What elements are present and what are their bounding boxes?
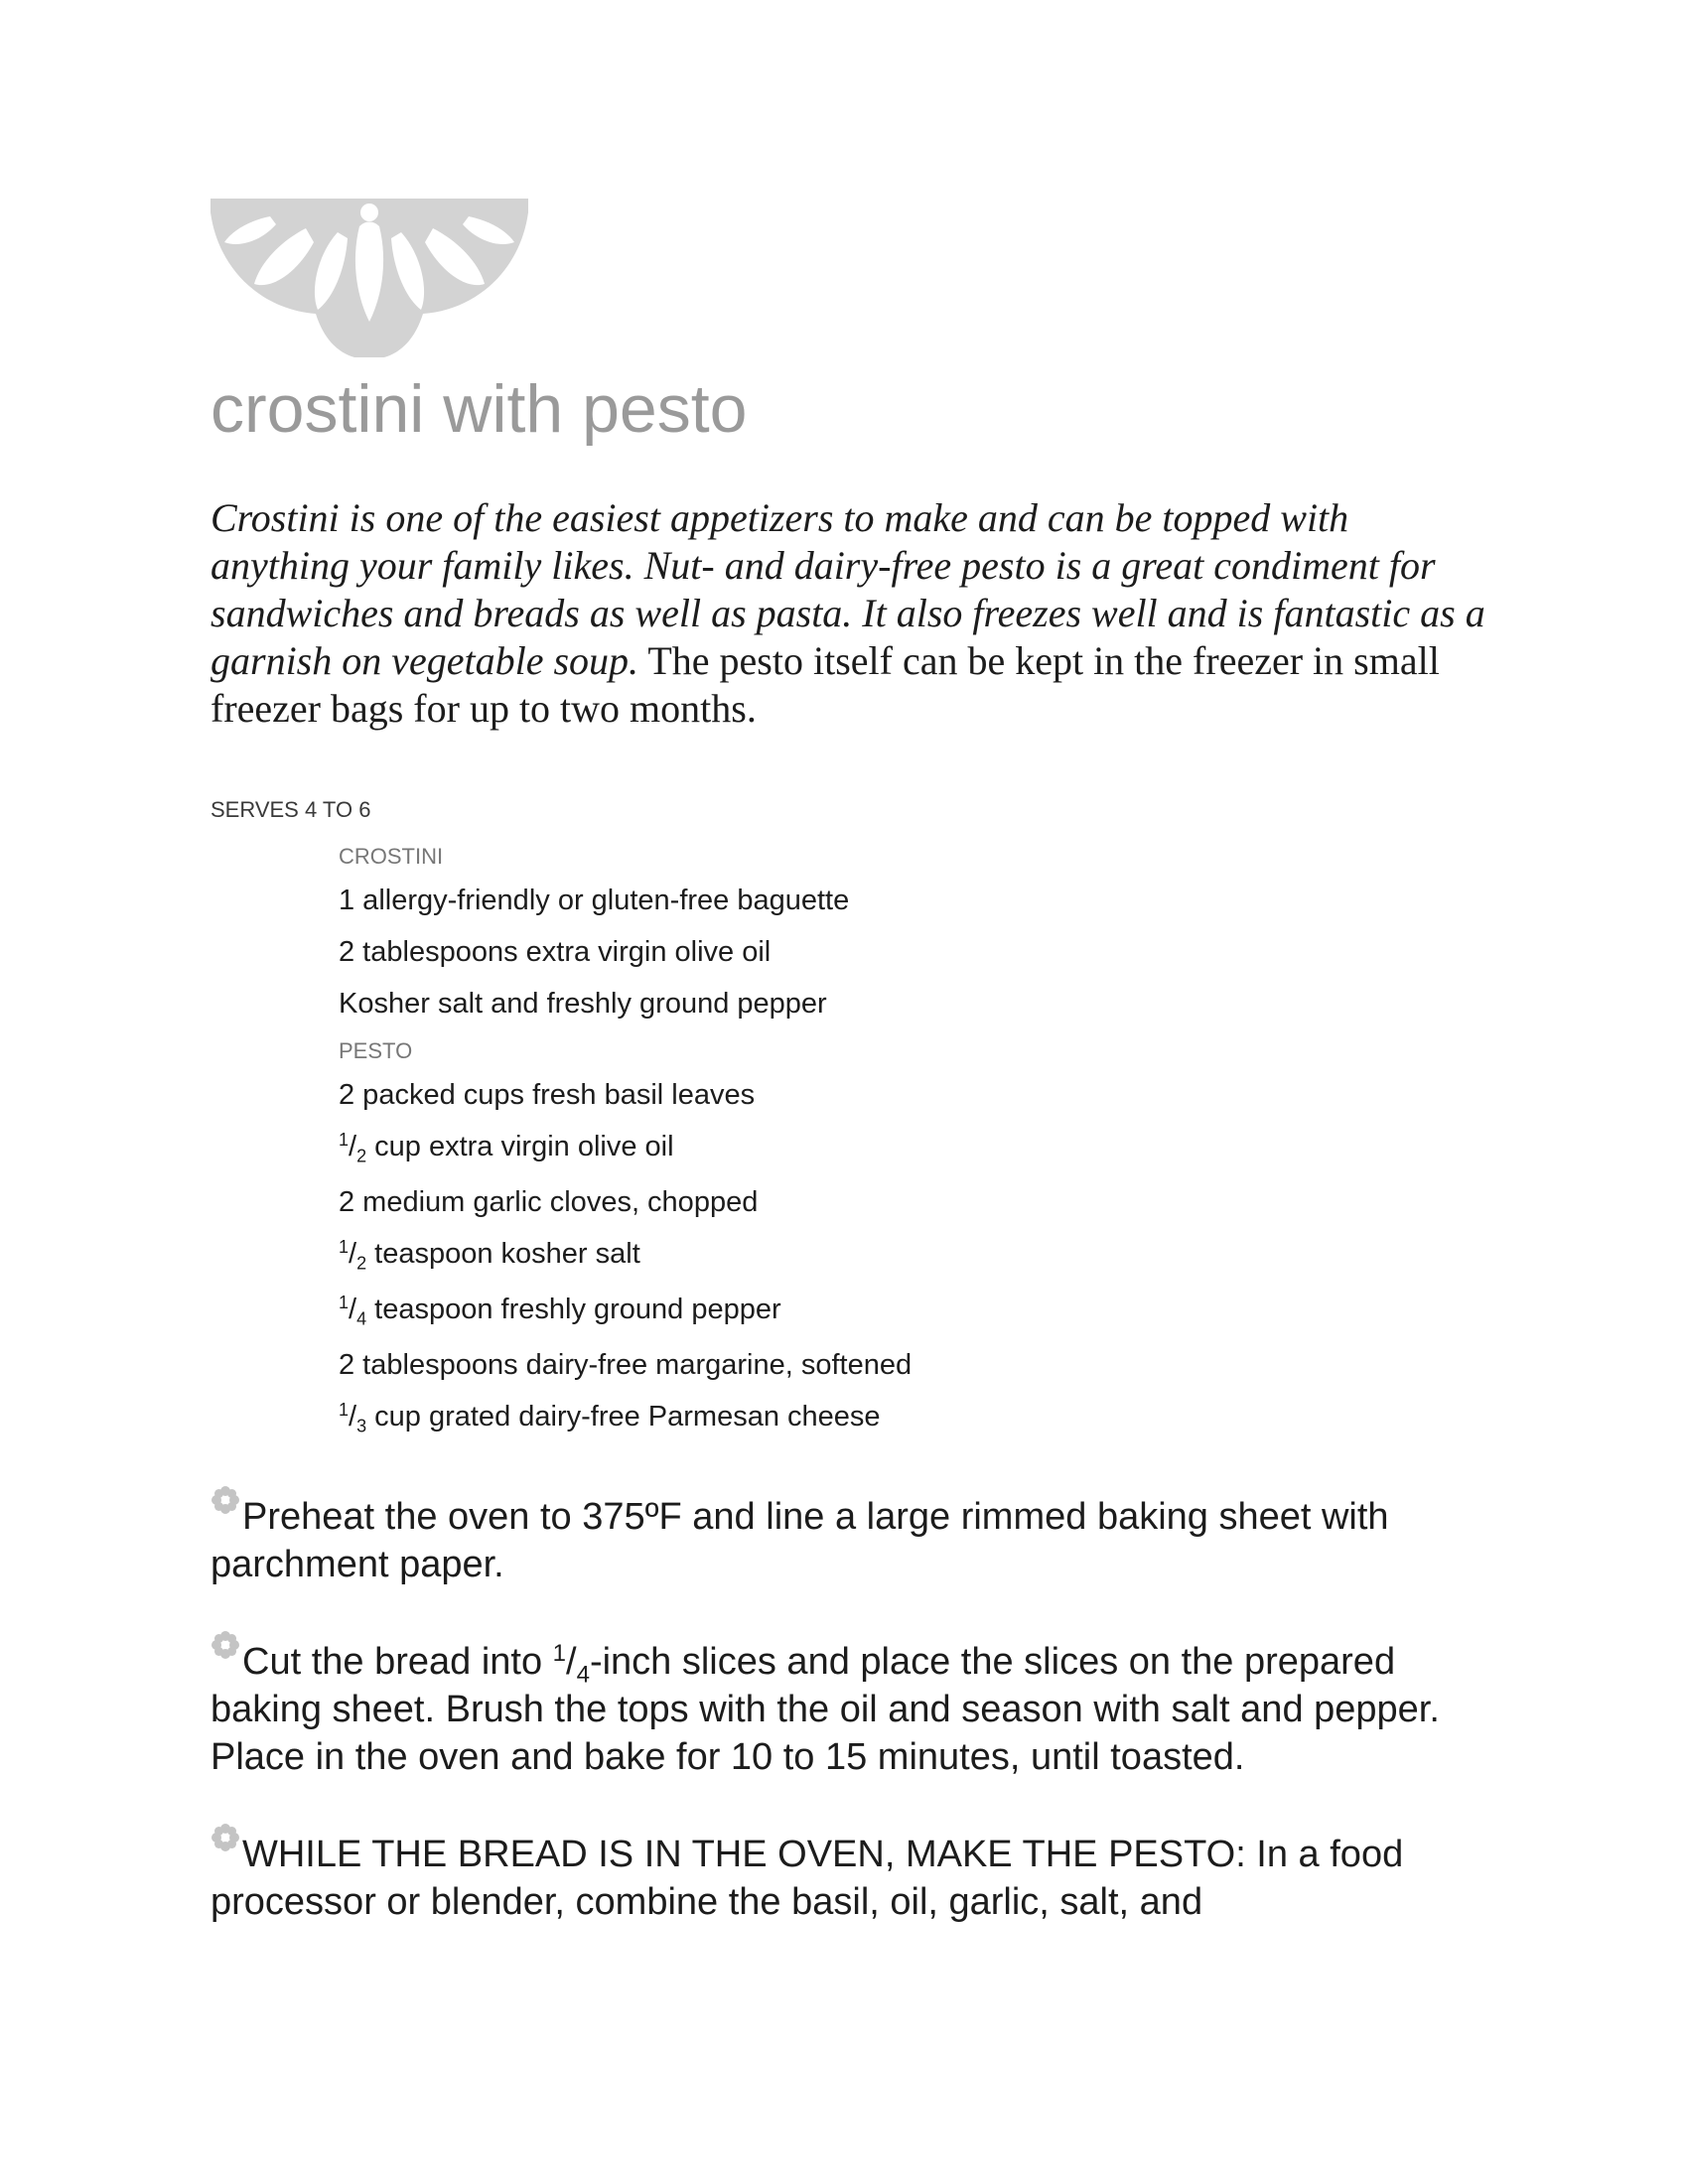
- ingredient-text: Kosher salt and freshly ground pepper: [339, 988, 827, 1020]
- serves-label: SERVES 4 TO 6: [211, 797, 371, 822]
- ingredient-item: [339, 1391, 1232, 1446]
- method-step: [211, 1630, 1501, 1781]
- intro-italic-text: Crostini is one of the easiest appetizers to make and can be topped with anything your family likes. Nut- and dairy-free pesto is a great condiment for sandwiches and breads as well as pasta. It also freezes well and is fantastic as a garnish on vegetable soup.: [211, 495, 1485, 683]
- method-step: [211, 1823, 1501, 1926]
- section-label-crostini: CROSTINI: [339, 844, 444, 869]
- flower-ornament-icon: [211, 199, 528, 357]
- ingredient-text: cup extra virgin olive oil: [366, 1131, 674, 1162]
- method-step: [211, 1485, 1501, 1588]
- fraction: $^1/_2$: [339, 1237, 367, 1274]
- recipe-intro: [211, 494, 1491, 733]
- ingredient-text: 1 allergy-friendly or gluten-free baguette: [339, 885, 850, 916]
- flower-bullet-icon: [211, 1630, 240, 1660]
- intro-regular-text: The pesto itself can be kept in the freezer in small freezer bags for up to two months.: [211, 638, 1440, 731]
- step-text-continued: -inch slices and place the slices on the prepared baking sheet. Brush the tops with the oil and season with salt and pepper. Place in the oven and bake for 10 to 15 minutes, until toasted.: [211, 1641, 1440, 1778]
- flower-bullet-icon: [211, 1485, 240, 1515]
- ingredient-item: [339, 1176, 1232, 1228]
- flower-bullet-icon: [211, 1823, 240, 1852]
- ingredient-text: 2 tablespoons extra virgin olive oil: [339, 936, 772, 968]
- method-steps: [211, 1485, 1501, 1968]
- fraction: $^1/_3$: [339, 1400, 367, 1436]
- ingredient-list-pesto: [339, 1069, 1232, 1446]
- fraction: $^1/_2$: [339, 1130, 367, 1166]
- ingredient-text: 2 tablespoons dairy-free margarine, softened: [339, 1349, 913, 1381]
- recipe-title: crostini with pesto: [211, 371, 748, 447]
- ingredient-item: [339, 978, 1232, 1029]
- step-text: Cut the bread into: [242, 1641, 553, 1683]
- ingredients: [339, 843, 1232, 1446]
- ingredient-item: [339, 875, 1232, 926]
- step-text: Preheat the oven to 375ºF and line a large rimmed baking sheet with parchment paper.: [211, 1496, 1389, 1585]
- ingredient-item: [339, 926, 1232, 978]
- fraction: $^1/_4$: [552, 1639, 590, 1689]
- ingredient-item: [339, 1069, 1232, 1121]
- ingredient-item: [339, 1228, 1232, 1284]
- ingredient-item: [339, 1284, 1232, 1339]
- fraction: $^1/_4$: [339, 1293, 367, 1329]
- section-label-pesto: PESTO: [339, 1038, 413, 1063]
- ingredient-text: 2 medium garlic cloves, chopped: [339, 1186, 759, 1218]
- ingredient-item: [339, 1339, 1232, 1391]
- ingredient-item: [339, 1121, 1232, 1176]
- ingredient-text: cup grated dairy-free Parmesan cheese: [366, 1401, 881, 1433]
- ingredient-text: 2 packed cups fresh basil leaves: [339, 1079, 756, 1111]
- step-text: WHILE THE BREAD IS IN THE OVEN, MAKE THE PESTO: In a food processor or blender, combine the basil, oil, garlic, salt, and: [211, 1834, 1404, 1923]
- ingredient-text: teaspoon kosher salt: [366, 1238, 640, 1270]
- ingredient-text: teaspoon freshly ground pepper: [366, 1294, 781, 1325]
- ingredient-list-crostini: [339, 875, 1232, 1029]
